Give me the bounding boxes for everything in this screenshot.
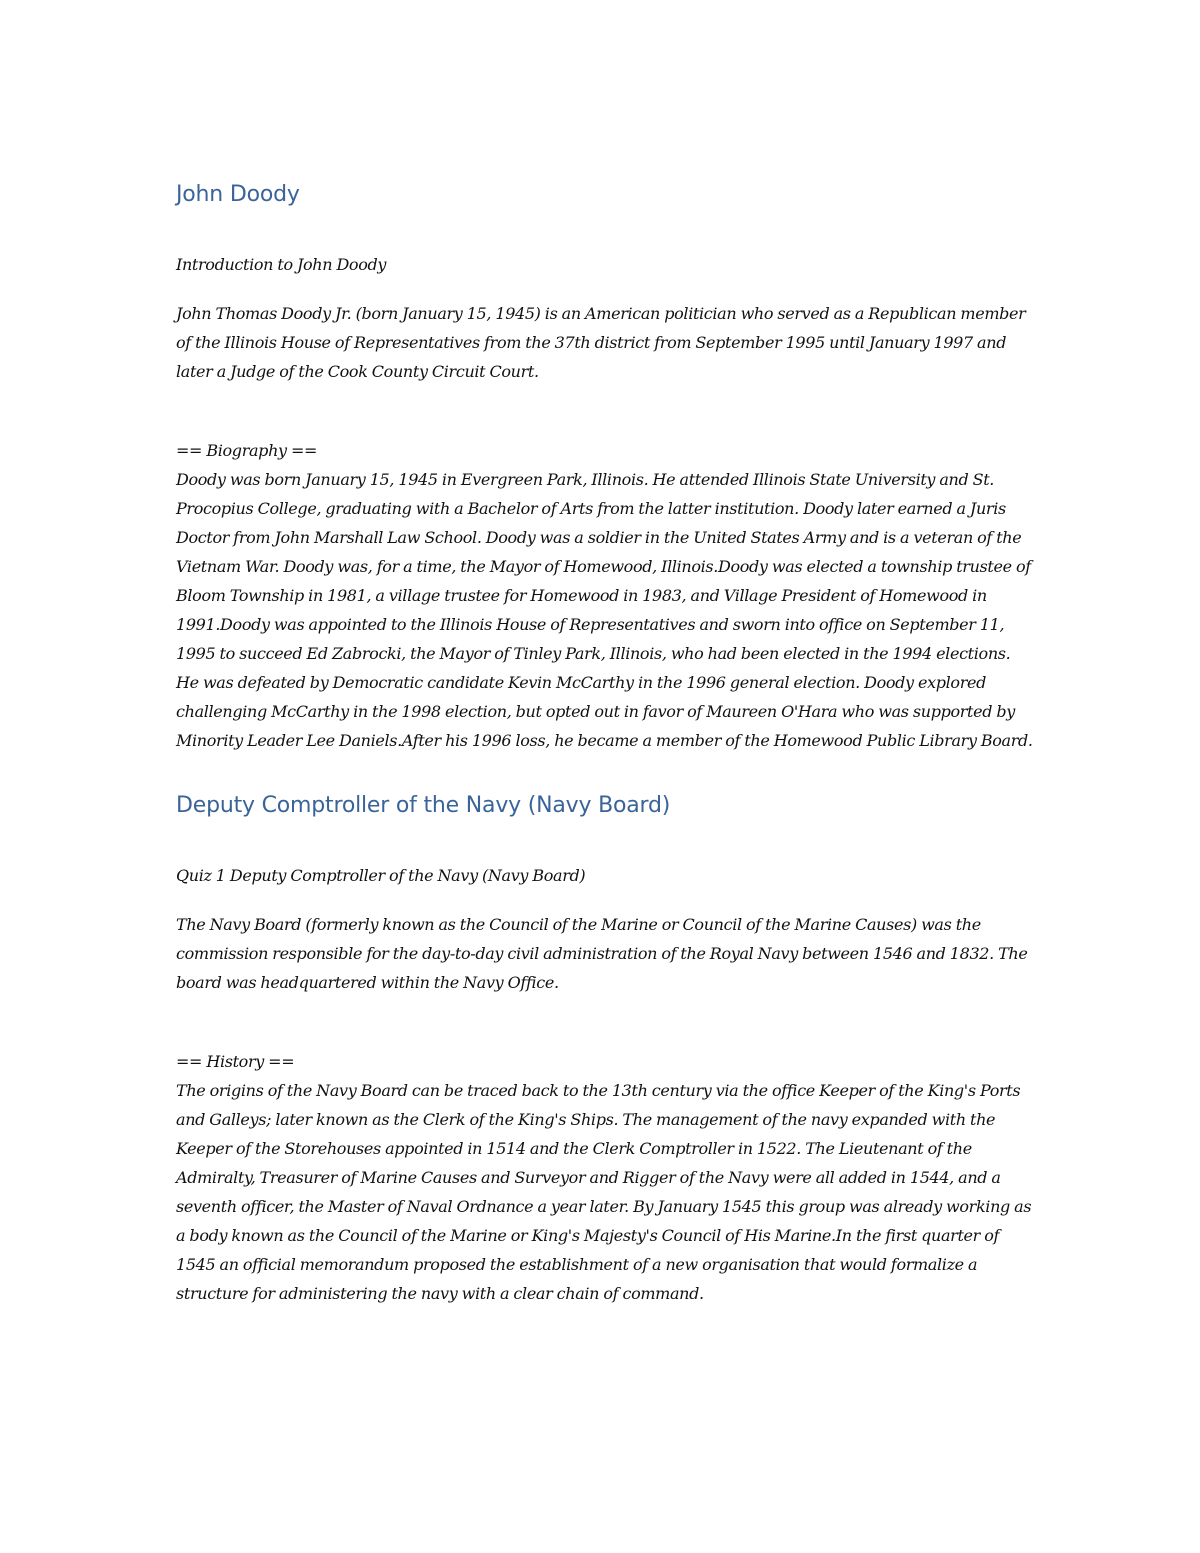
biography-label: == Biography ==: [176, 441, 318, 460]
history-paragraph: The origins of the Navy Board can be traced back to the 13th century via the office Keeper of the King's Ports and Galleys; later known as the Clerk of the King's Ships. The management of the navy expanded with the Keeper of the Storehouses appointed in 1514 and the Clerk Comptroller in 1522. The Lieutenant of the Admiralty, Treasurer of Marine Causes and Surveyor and Rigger of the Navy were all added in 1544, and a seventh officer, the Master of Naval Ordnance a year later. By January 1545 this group was already working as a body known as the Council of the Marine or King's Majesty's Council of His Marine.In the first quarter of 1545 an official memorandum proposed the establishment of a new organisation that would formalize a structure for administering the navy with a clear chain of command.: [176, 1081, 1032, 1303]
biography-paragraph: Doody was born January 15, 1945 in Evergreen Park, Illinois. He attended Illinois State University and St. Procopius College, graduating with a Bachelor of Arts from the latter institution. Doody later earned a Juris Doctor from John Marshall Law School. Doody was a soldier in the United States Army and is a veteran of the Vietnam War. Doody was, for a time, the Mayor of Homewood, Illinois.Doody was elected a township trustee of Bloom Township in 1981, a village trustee for Homewood in 1983, and Village President of Homewood in 1991.Doody was appointed to the Illinois House of Representatives and sworn into office on September 11, 1995 to succeed Ed Zabrocki, the Mayor of Tinley Park, Illinois, who had been elected in the 1994 elections. He was defeated by Democratic candidate Kevin McCarthy in the 1996 general election. Doody explored challenging McCarthy in the 1998 election, but opted out in favor of Maureen O'Hara who was supported by Minority Leader Lee Daniels.After his 1996 loss, he became a member of the Homewood Public Library Board.: [176, 470, 1033, 750]
section-heading-john-doody: John Doody: [176, 182, 300, 207]
intro-paragraph: The Navy Board (formerly known as the Council of the Marine or Council of the Marine Causes) was the commission responsible for the day-to-day civil administration of the Royal Navy between 1546 and 1832. The board was headquartered within the Navy Office.: [176, 915, 1028, 992]
section-subtitle: Quiz 1 Deputy Comptroller of the Navy (Navy Board): [176, 866, 586, 885]
document-content: [176, 178, 1036, 1308]
intro-paragraph: John Thomas Doody Jr. (born January 15, 1945) is an American politician who served as a Republican member of the Illinois House of Representatives from the 37th district from September 1995 until January 1997 and later a Judge of the Cook County Circuit Court.: [176, 304, 1026, 381]
section-subtitle: Introduction to John Doody: [176, 255, 387, 274]
section-heading-navy-board: Deputy Comptroller of the Navy (Navy Board): [176, 793, 671, 818]
history-label: == History ==: [176, 1052, 295, 1071]
